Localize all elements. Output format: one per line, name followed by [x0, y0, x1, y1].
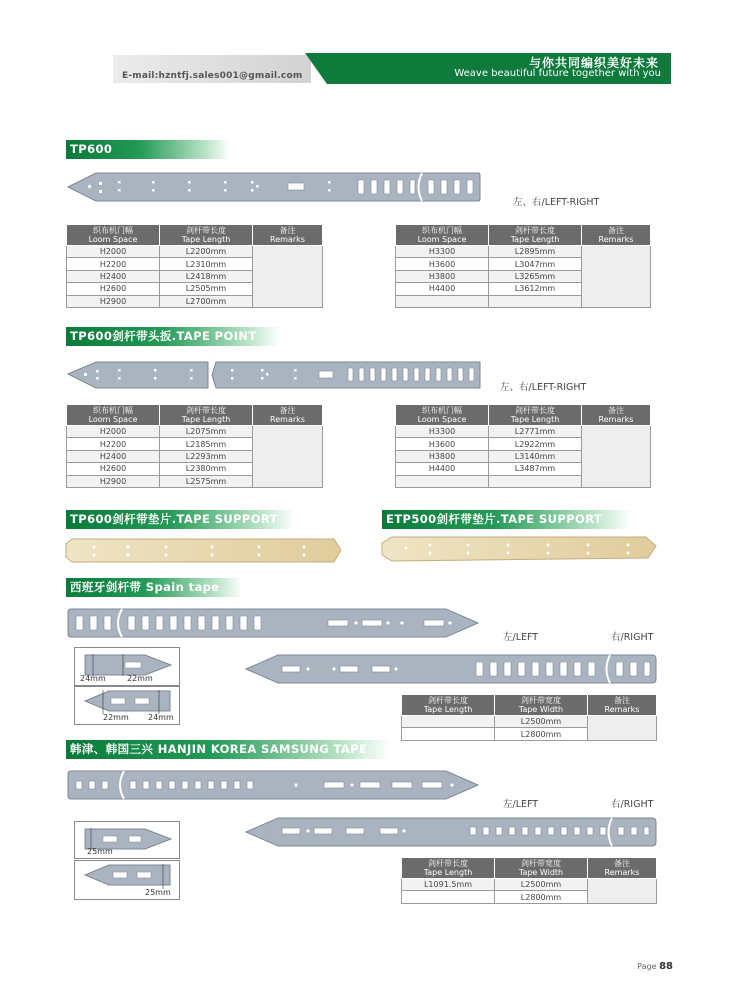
- slogan-en: Weave beautiful future together with you: [454, 68, 661, 79]
- header-length-cn: 剑杆带长度: [186, 406, 226, 415]
- cell: H2200: [67, 258, 160, 270]
- remarks-cell: [582, 246, 651, 308]
- header-remarks-en: Remarks: [270, 415, 305, 424]
- spain-tape-drawing-top: [66, 606, 482, 640]
- cell: H2900: [67, 295, 160, 307]
- spain-left-label: 左/LEFT: [503, 632, 539, 643]
- table-row: [402, 716, 657, 728]
- etp500-support-drawing: [378, 533, 660, 565]
- header-remarks-cn: 备注: [608, 406, 624, 415]
- header-remarks-cn: 备注: [614, 859, 630, 868]
- hanjin-left-label: 左/LEFT: [503, 799, 539, 810]
- header-loom-cn: 织布机门幅: [422, 406, 462, 415]
- header-remarks-cn: 备注: [279, 406, 296, 415]
- direction-label-tape-point: 左、右/LEFT-RIGHT: [500, 382, 587, 393]
- hanjin-detail-box-2: [74, 860, 180, 900]
- cell: L3612mm: [489, 283, 582, 295]
- hanjin-tape-drawing-bottom: [244, 815, 660, 849]
- section-title-etp500-support: ETP500剑杆带垫片.TAPE SUPPORT: [382, 510, 631, 529]
- cell: L2800mm: [495, 891, 588, 903]
- cell: L3265mm: [489, 270, 582, 282]
- cell: H2000: [67, 426, 160, 438]
- remarks-cell: [582, 426, 651, 488]
- spain-dim-3: 22mm: [103, 713, 129, 722]
- header-length-cn: 剑杆带长度: [515, 226, 555, 235]
- header-length-en: Tape Length: [181, 415, 231, 424]
- cell: L2293mm: [160, 450, 253, 462]
- table-row: [396, 426, 651, 438]
- cell: H2400: [67, 270, 160, 282]
- page-number: [637, 961, 673, 972]
- cell: [489, 475, 582, 487]
- table-row: [402, 879, 657, 891]
- hanjin-tape-table: [401, 857, 657, 904]
- cell: L2771mm: [489, 426, 582, 438]
- cell: [396, 295, 489, 307]
- page-number-value: 88: [659, 961, 673, 972]
- spain-dim-1: 24mm: [80, 674, 106, 683]
- section-title-tp600: TP600: [66, 140, 230, 159]
- cell: [402, 716, 495, 728]
- cell: H4400: [396, 283, 489, 295]
- cell: [396, 475, 489, 487]
- cell: [402, 891, 495, 903]
- cell: H2400: [67, 450, 160, 462]
- remarks-cell: [588, 879, 657, 904]
- cell: H3300: [396, 426, 489, 438]
- cell: H3600: [396, 258, 489, 270]
- header-loom-en: Loom Space: [88, 415, 138, 424]
- cell: H2200: [67, 438, 160, 450]
- header-remarks-en: Remarks: [598, 415, 634, 424]
- table-row: [67, 246, 323, 258]
- spain-detail-box-1: [74, 647, 180, 686]
- header-width-en: Tape Width: [518, 705, 564, 714]
- header-width-cn: 剑杆带宽度: [521, 859, 561, 868]
- header-length-cn: 剑杆带长度: [186, 226, 226, 235]
- header-remarks-en: Remarks: [604, 705, 640, 714]
- tape-point-table-left: [66, 404, 323, 488]
- header-remarks-en: Remarks: [270, 235, 305, 244]
- table-row: [396, 246, 651, 258]
- cell: H4400: [396, 463, 489, 475]
- header-remarks-cn: 备注: [608, 226, 624, 235]
- cell: H3800: [396, 450, 489, 462]
- remarks-cell: [253, 426, 323, 488]
- tp600-table-left: [66, 224, 323, 308]
- header-length-en: Tape Length: [423, 705, 473, 714]
- header-width-cn: 剑杆带宽度: [521, 696, 561, 705]
- tp600-support-drawing: [64, 536, 344, 566]
- header-remarks-cn: 备注: [279, 226, 296, 235]
- cell: L1091.5mm: [402, 879, 495, 891]
- cell: L2700mm: [160, 295, 253, 307]
- cell: L2380mm: [160, 463, 253, 475]
- header-length-en: Tape Length: [510, 235, 560, 244]
- cell: H2600: [67, 283, 160, 295]
- cell: L3047mm: [489, 258, 582, 270]
- cell: H3800: [396, 270, 489, 282]
- header-length-en: Tape Length: [423, 868, 473, 877]
- cell: L2185mm: [160, 438, 253, 450]
- spain-detail-box-2: [74, 686, 180, 725]
- cell: L2575mm: [160, 475, 253, 487]
- section-title-spain-tape: 西班牙剑杆带 Spain tape: [66, 578, 242, 597]
- spain-dim-2: 22mm: [127, 674, 153, 683]
- direction-label-tp600: 左、右/LEFT-RIGHT: [513, 197, 600, 208]
- section-title-tp600-support: TP600剑杆带垫片.TAPE SUPPORT: [66, 510, 295, 529]
- cell: L2500mm: [495, 716, 588, 728]
- tp600-table-right: [395, 224, 651, 308]
- header-remarks-cn: 备注: [614, 696, 630, 705]
- spain-right-label: 右/RIGHT: [611, 632, 654, 643]
- hanjin-detail-tip-drawing: [75, 861, 179, 891]
- tp600-tape-drawing: [66, 170, 482, 204]
- hanjin-dim-1: 25mm: [87, 847, 113, 856]
- header-length-cn: 剑杆带长度: [428, 696, 468, 705]
- cell: L3487mm: [489, 463, 582, 475]
- cell: L2800mm: [495, 728, 588, 740]
- remarks-cell: [588, 716, 657, 741]
- hanjin-right-label: 右/RIGHT: [611, 799, 654, 810]
- header-length-en: Tape Length: [510, 415, 560, 424]
- header-length-cn: 剑杆带长度: [515, 406, 555, 415]
- table-row: [67, 426, 323, 438]
- header-remarks-en: Remarks: [604, 868, 640, 877]
- cell: L2505mm: [160, 283, 253, 295]
- cell: [489, 295, 582, 307]
- slogan-cn: 与你共同编织美好未来: [528, 56, 659, 70]
- cell: L2418mm: [160, 270, 253, 282]
- cell: L3140mm: [489, 450, 582, 462]
- header-loom-cn: 织布机门幅: [422, 226, 462, 235]
- spain-dim-4: 24mm: [148, 713, 174, 722]
- cell: L2922mm: [489, 438, 582, 450]
- header-loom-en: Loom Space: [88, 235, 138, 244]
- cell: L2200mm: [160, 246, 253, 258]
- header-loom-cn: 织布机门幅: [93, 226, 133, 235]
- header-loom-en: Loom Space: [417, 235, 467, 244]
- cell: H2000: [67, 246, 160, 258]
- cell: H3300: [396, 246, 489, 258]
- cell: [402, 728, 495, 740]
- tape-point-table-right: [395, 404, 651, 488]
- header-width-en: Tape Width: [518, 868, 564, 877]
- section-title-hanjin: 韩津、韩国三兴 HANJIN KOREA SAMSUNG TAPE: [66, 740, 390, 759]
- page-label: Page: [637, 962, 657, 971]
- cell: L2075mm: [160, 426, 253, 438]
- remarks-cell: [253, 246, 323, 308]
- header-loom-cn: 织布机门幅: [93, 406, 133, 415]
- hanjin-detail-box-1: [74, 821, 180, 859]
- cell: L2310mm: [160, 258, 253, 270]
- spain-tape-drawing-bottom: [244, 652, 660, 686]
- header-loom-en: Loom Space: [417, 415, 467, 424]
- cell: H2600: [67, 463, 160, 475]
- hanjin-dim-2: 25mm: [145, 888, 171, 897]
- email-text: E-mail:hzntfj.sales001@gmail.com: [122, 71, 303, 81]
- cell: L2500mm: [495, 879, 588, 891]
- cell: H2900: [67, 475, 160, 487]
- header-length-cn: 剑杆带长度: [428, 859, 468, 868]
- cell: L2895mm: [489, 246, 582, 258]
- section-title-tape-point: TP600剑杆带头扳.TAPE POINT: [66, 327, 280, 346]
- hanjin-tape-drawing-top: [66, 768, 482, 802]
- cell: H3600: [396, 438, 489, 450]
- tape-point-drawing: [66, 359, 484, 391]
- header-remarks-en: Remarks: [598, 235, 634, 244]
- spain-tape-table: [401, 694, 657, 741]
- header-length-en: Tape Length: [181, 235, 231, 244]
